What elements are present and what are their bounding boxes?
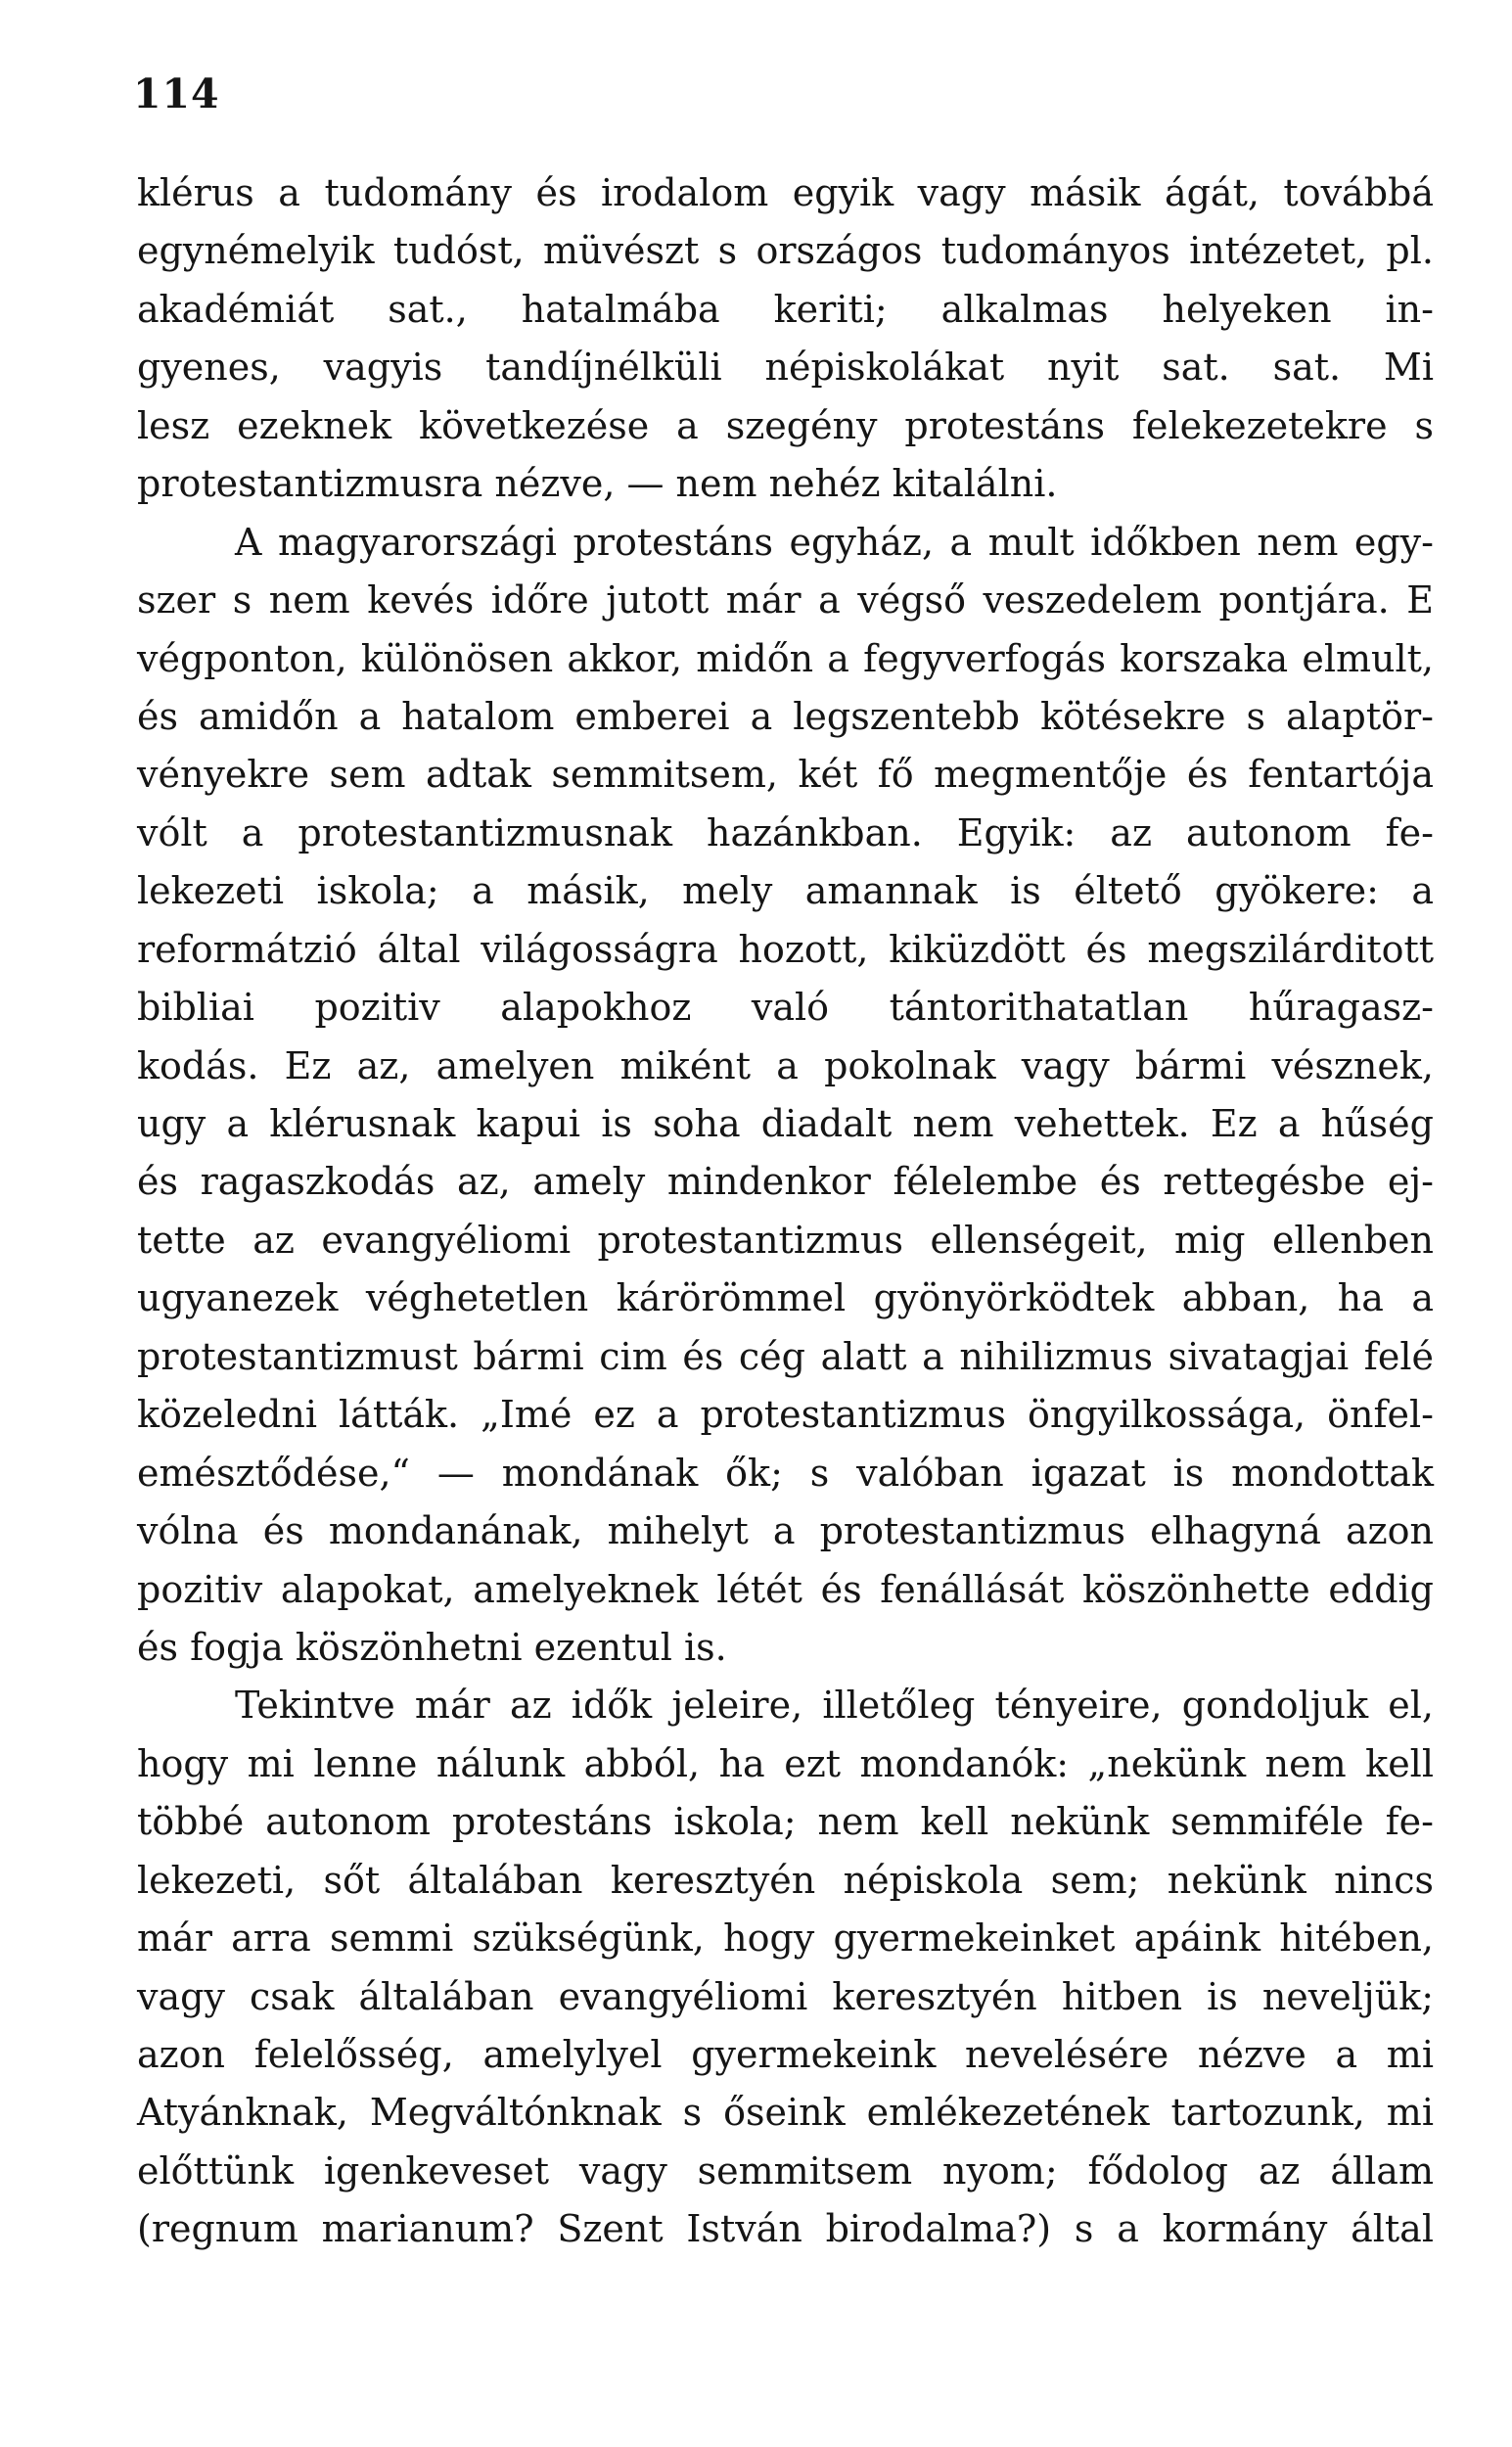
text-line: szer s nem kevés időre jutott már a végső veszedelem pontjára. E <box>137 578 1434 623</box>
text-line: hogy mi lenne nálunk abból, ha ezt mondanók: „nekünk nem kell <box>137 1741 1434 1785</box>
text-line: bibliai pozitiv alapokhoz való tántorithatatlan hűragasz- <box>137 986 1434 1030</box>
text-line: akadémiát sat., hatalmába keriti; alkalmas helyeken in- <box>137 287 1434 331</box>
text-line: és fogja köszönhetni ezentul is. <box>137 1625 727 1669</box>
text-line: és ragaszkodás az, amely mindenkor félelembe és rettegésbe ej- <box>137 1160 1434 1204</box>
text-line: többé autonom protestáns iskola; nem kell nekünk semmiféle fe- <box>137 1800 1434 1844</box>
text-line: gyenes, vagyis tandíjnélküli népiskolákat nyit sat. sat. Mi <box>137 346 1434 390</box>
text-line: egynémelyik tudóst, müvészt s országos tudományos intézetet, pl. <box>137 229 1434 273</box>
text-line: lekezeti iskola; a másik, mely amannak is éltető gyökere: a <box>137 869 1434 913</box>
text-line: pozitiv alapokat, amelyeknek létét és fenállását köszönhette eddig <box>137 1567 1434 1611</box>
text-line: közeledni látták. „Imé ez a protestantizmus öngyilkossága, önfel- <box>137 1393 1434 1437</box>
text-line: végponton, különösen akkor, midőn a fegyverfogás korszaka elmult, <box>137 636 1434 680</box>
text-line: vényekre sem adtak semmitsem, két fő megmentője és fentartója <box>137 753 1434 797</box>
text-line: előttünk igenkeveset vagy semmitsem nyom; fődolog az állam <box>137 2148 1434 2193</box>
text-line: vagy csak általában evangyéliomi keresztyén hitben is neveljük; <box>137 1974 1434 2018</box>
text-line: protestantizmusra nézve, — nem nehéz kitalálni. <box>137 462 1058 506</box>
text-line: reformátzió által világosságra hozott, kiküzdött és megszilárditott <box>137 927 1434 971</box>
text-line: lekezeti, sőt általában keresztyén népiskola sem; nekünk nincs <box>137 1858 1434 1902</box>
text-line: Atyánknak, Megváltónknak s őseink emlékezetének tartozunk, mi <box>137 2091 1434 2135</box>
body-text <box>137 164 1434 2259</box>
text-line: tette az evangyéliomi protestantizmus ellenségeit, mig ellenben <box>137 1218 1434 1262</box>
text-line: kodás. Ez az, amelyen miként a pokolnak vagy bármi vésznek, <box>137 1043 1434 1087</box>
text-line: ugy a klérusnak kapui is soha diadalt nem vehettek. Ez a hűség <box>137 1102 1434 1145</box>
text-line: már arra semmi szükségünk, hogy gyermekeinket apáink hitében, <box>137 1916 1434 1961</box>
text-line: vólt a protestantizmusnak hazánkban. Egyik: az autonom fe- <box>137 810 1434 854</box>
text-line: (regnum marianum? Szent István birodalma?) s a kormány által <box>137 2207 1434 2251</box>
text-line: vólna és mondanának, mihelyt a protestantizmus elhagyná azon <box>137 1509 1434 1553</box>
text-line: azon felelősség, amelylyel gyermekeink nevelésére nézve a mi <box>137 2033 1434 2076</box>
page-number: 114 <box>133 70 220 117</box>
text-line: és amidőn a hatalom emberei a legszentebb kötésekre s alaptör- <box>137 694 1434 738</box>
text-line: ugyanezek véghetetlen kárörömmel gyönyörködtek abban, ha a <box>137 1276 1434 1320</box>
paragraph-first-line: A magyarországi protestáns egyház, a mult időkben nem egy- <box>235 520 1434 564</box>
text-line: protestantizmust bármi cim és cég alatt a nihilizmus sivatagjai felé <box>137 1334 1434 1378</box>
paragraph-first-line: Tekintve már az idők jeleire, illetőleg tényeire, gondoljuk el, <box>235 1684 1434 1728</box>
text-line: lesz ezeknek következése a szegény protestáns felekezetekre s <box>137 403 1434 447</box>
text-line: klérus a tudomány és irodalom egyik vagy másik ágát, továbbá <box>137 171 1434 214</box>
text-line: emésztődése,“ — mondának ők; s valóban igazat is mondottak <box>137 1451 1434 1495</box>
